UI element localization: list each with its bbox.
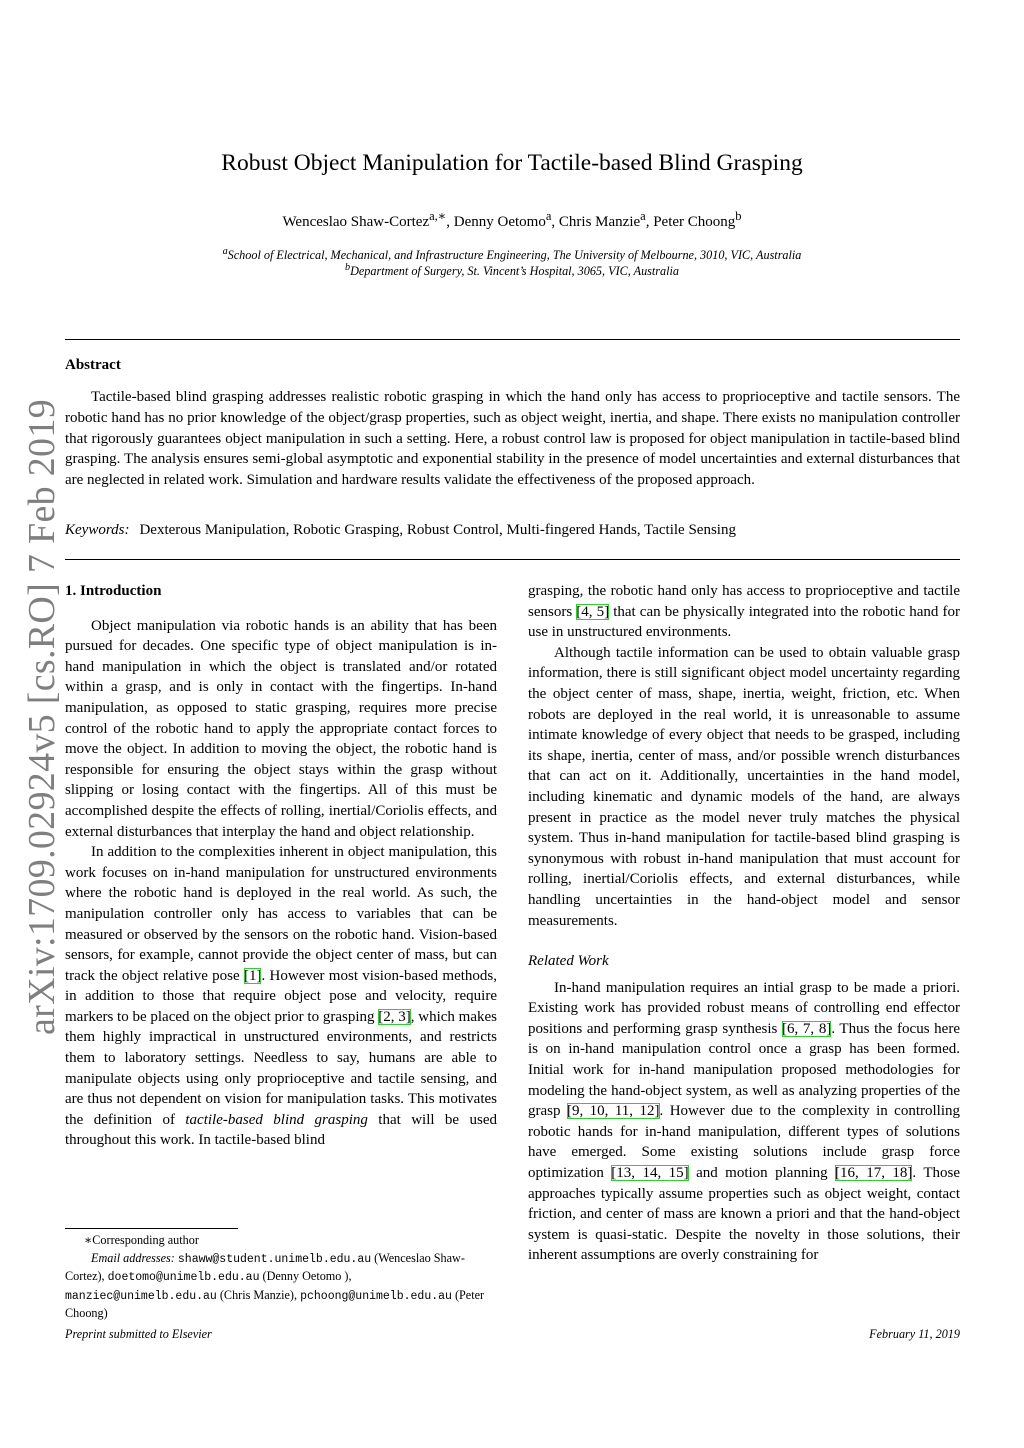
bottom-divider bbox=[65, 559, 960, 560]
related-work-paragraph: In-hand manipulation requires an intial grasp to be made a priori. Existing work has provided robust means of controlling end effector positions and performing grasp synthesis [6, 7, 8]. Thus the focus here is on in-hand manipulation control once a grasp has been formed. Initial work for in-hand manipulation proposed methodologies for modeling the hand-object system, as well as analyzing properties of the grasp [9, 10, 11, 12]. However due to the complexity in controlling robotic hands for in-hand manipulation, different types of solutions have emerged. Some existing solutions include grasp force optimization [13, 14, 15] and motion planning [16, 17, 18]. Those approaches typically assume properties such as object weight, contact friction, and center of mass are known a priori and that the hand-object system is quasi-static. Despite the novelty in those solutions, their inherent assumptions are overly constraining for bbox=[528, 979, 961, 1264]
right-paragraph-2: Although tactile information can be used to obtain valuable grasp information, there is still significant object model uncertainty regarding the object center of mass, shape, inertia, weight, friction, etc. When robots are deployed in the real world, it is unreasonable to assume intimate knowledge of every object that needs to be grasped, including its shape, inertia, center of mass, and/or possible wrench disturbances that can act on it. Additionally, uncertainties in the hand model, including kinematic and dynamic models of the hand, are always present in practice as the model never truly matches the physical system. Thus in-hand manipulation for tactile-based blind grasping is synonymous with robust in-hand manipulation that must account for rolling, inertial/Coriolis effects, and external disturbances, while handling uncertainties in the hand-object model and sensor measurements. bbox=[528, 644, 960, 929]
author-sup: a,∗ bbox=[429, 209, 447, 223]
left-column bbox=[65, 581, 497, 1151]
arxiv-stamp-text: arXiv:1709.02924v5 [cs.RO] 7 Feb 2019 bbox=[21, 399, 63, 1035]
defined-term: tactile-based blind grasping bbox=[185, 1111, 368, 1128]
citation-link[interactable]: [6, 7, 8] bbox=[782, 1020, 832, 1037]
corresponding-author-note: ∗Corresponding author bbox=[84, 1233, 199, 1247]
citation-link[interactable]: [4, 5] bbox=[576, 603, 610, 620]
author-name: Peter Choong bbox=[653, 214, 736, 230]
abstract-heading: Abstract bbox=[65, 357, 121, 373]
email-addresses: Email addresses: shaww@student.unimelb.edu.au (Wenceslao Shaw-Cortez), doetomo@unimelb.edu.au (Denny Oetomo ), manziec@unimelb.edu.au (Chris Manzie), pchoong@unimelb.edu.au (Peter Choong) bbox=[65, 1250, 485, 1320]
email-link[interactable]: pchoong@unimelb.edu.au bbox=[300, 1289, 452, 1303]
author-name: Denny Oetomo bbox=[453, 214, 546, 230]
affiliation-b: $^b$Department of Surgery, St. Vincent’s Hospital, 3065, VIC, Australia bbox=[344, 262, 679, 279]
right-column bbox=[528, 581, 960, 1266]
email-link[interactable]: shaww@student.unimelb.edu.au bbox=[177, 1252, 372, 1266]
author-sup: a bbox=[545, 209, 552, 223]
citation-link[interactable]: [13, 14, 15] bbox=[611, 1165, 689, 1182]
email-link[interactable]: manziec@unimelb.edu.au bbox=[65, 1289, 217, 1303]
footer-right: February 11, 2019 bbox=[869, 1327, 960, 1341]
citation-link[interactable]: [16, 17, 18] bbox=[835, 1165, 913, 1182]
keywords bbox=[65, 522, 960, 539]
keywords-text: Dexterous Manipulation, Robotic Grasping, Robust Control, Multi-fingered Hands, Tactile Sensing bbox=[139, 522, 736, 538]
author-sup: a bbox=[640, 209, 646, 223]
email-link[interactable]: doetomo@unimelb.edu.au bbox=[107, 1271, 260, 1284]
author-sup: b bbox=[735, 209, 742, 223]
abstract-text: Tactile-based blind grasping addresses realistic robotic grasping in which the hand only has access to proprioceptive and tactile sensors. The robotic hand has no prior knowledge of the object/grasp properties, such as object weight, inertia, and shape. There exists no manipulation controller that rigorously guarantees object manipulation in such a setting. Here, a robust control law is proposed for object manipulation in tactile-based blind grasping. The analysis ensures semi-global asymptotic and exponential stability in the presence of model uncertainties and external disturbances that are neglected in related work. Simulation and hardware results validate the effectiveness of the proposed approach. bbox=[65, 389, 960, 489]
author-name: Wenceslao Shaw-Cortez bbox=[282, 214, 430, 230]
intro-heading: 1. Introduction bbox=[65, 583, 162, 599]
arxiv-stamp bbox=[20, 399, 63, 1036]
author-list: Wenceslao Shaw-Cortez$^{a,∗}$, Denny Oetomo$^a$, Chris Manzie$^a$, Peter Choong$^b$ bbox=[282, 209, 742, 230]
paper-title: Robust Object Manipulation for Tactile-based Blind Grasping bbox=[221, 150, 803, 176]
footnote bbox=[65, 1232, 497, 1323]
top-divider bbox=[65, 339, 960, 340]
right-paragraph-1: grasping, the robotic hand only has access to proprioceptive and tactile sensors [4, 5] that can be physically integrated into the robotic hand for use in unstructured environments. bbox=[528, 583, 960, 641]
keywords-label: Keywords: bbox=[65, 522, 130, 538]
footnote-divider bbox=[65, 1228, 238, 1229]
related-work-heading: Related Work bbox=[528, 953, 609, 970]
intro-paragraph-2: In addition to the complexities inherent in object manipulation, this work focuses on in-hand manipulation for unstructured environments where the robotic hand is deployed in the real world. As such, the manipulation controller only has access to variables that can be measured or observed by the sensors on the robotic hand. Vision-based sensors, for example, cannot provide the object center of mass, but can track the object relative pose [1]. However most vision-based methods, in addition to those that require object pose and velocity, require markers to be placed on the object prior to grasping [2, 3], which makes them highly impractical in unstructured environments, and restricts them to laboratory settings. Needless to say, humans are able to manipulate objects using only proprioceptive and tactile sensing, and are thus not dependent on vision for manipulation tasks. This motivates the definition of tactile-based blind grasping that will be used throughout this work. In tactile-based blind bbox=[65, 844, 498, 1149]
affiliation-a: $^a$School of Electrical, Mechanical, and Infrastructure Engineering, The University of Melbourne, 3010, VIC, Australia bbox=[222, 246, 802, 263]
citation-link[interactable]: [1] bbox=[243, 967, 262, 984]
intro-paragraph-1: Object manipulation via robotic hands is an ability that has been pursued for decades. One specific type of object manipulation is in-hand manipulation in which the object is translated and/or rotated within a grasp, and is only in contact with the fingertips. In-hand manipulation, as opposed to static grasping, requires more precise control of the robotic hand to apply the appropriate contact forces to move the object. In addition to moving the object, the robotic hand is responsible for ensuring the object stays within the grasp without slipping or losing contact with the fingertips. All of this must be accomplished despite the effects of rolling, inertial/Coriolis effects, and external disturbances that interplay the hand and object relationship. bbox=[65, 617, 497, 840]
citation-link[interactable]: [9, 10, 11, 12] bbox=[566, 1103, 660, 1120]
footer-left: Preprint submitted to Elsevier bbox=[65, 1327, 212, 1341]
citation-link[interactable]: [2, 3] bbox=[378, 1008, 411, 1025]
author-name: Chris Manzie bbox=[558, 214, 641, 230]
